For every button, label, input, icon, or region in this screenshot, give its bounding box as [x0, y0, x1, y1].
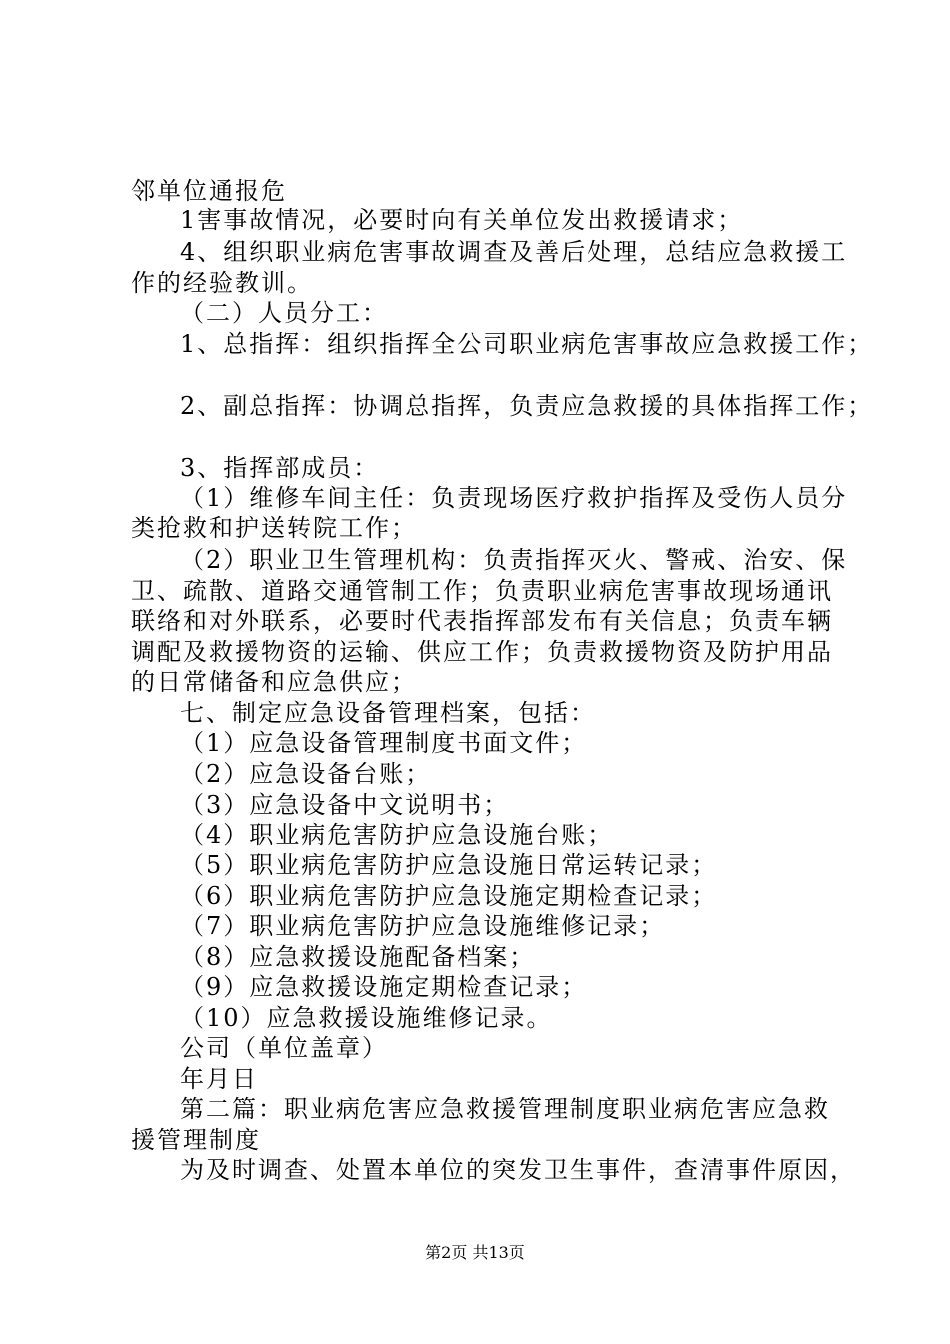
list-item: （6）职业病危害防护应急设施定期检查记录； [180, 882, 718, 910]
text-line: 类抢救和护送转院工作； [131, 514, 417, 542]
text-line: 的日常储备和应急供应； [131, 668, 417, 696]
page-number: 第2页 共13页 [425, 1243, 525, 1262]
text-line: 1害事故情况，必要时向有关单位发出救援请求； [180, 206, 744, 234]
text-line: （2）职业卫生管理机构：负责指挥灭火、警戒、治安、保 [180, 546, 848, 574]
text-line: 2、副总指挥：协调总指挥，负责应急救援的具体指挥工作； [180, 392, 874, 420]
list-item: （3）应急设备中文说明书； [180, 791, 510, 819]
list-item: （1）应急设备管理制度书面文件； [180, 729, 588, 757]
text-line: 年月日 [180, 1065, 258, 1093]
list-item: （9）应急救援设施定期检查记录； [180, 973, 588, 1001]
section-heading: 援管理制度 [131, 1126, 261, 1154]
text-line: 1、总指挥：组织指挥全公司职业病危害事故应急救援工作； [180, 330, 874, 358]
list-item: （5）职业病危害防护应急设施日常运转记录； [180, 851, 718, 879]
list-item: （7）职业病危害防护应急设施维修记录； [180, 912, 666, 940]
text-line: 联络和对外联系，必要时代表指挥部发布有关信息；负责车辆 [131, 607, 833, 635]
text-line: 调配及救援物资的运输、供应工作；负责救援物资及防护用品 [131, 638, 833, 666]
list-item: （8）应急救援设施配备档案； [180, 943, 536, 971]
text-line: 作的经验教训。 [131, 269, 313, 297]
text-line: 3、指挥部成员： [180, 454, 380, 482]
section-heading: 第二篇：职业病危害应急救援管理制度职业病危害应急救 [180, 1095, 830, 1123]
list-item: （4）职业病危害防护应急设施台账； [180, 821, 614, 849]
section-heading: 七、制定应急设备管理档案，包括： [180, 699, 596, 727]
text-line: 为及时调查、处置本单位的突发卫生事件，查清事件原因， [180, 1156, 856, 1184]
text-line: 4、组织职业病危害事故调查及善后处理，总结应急救援工 [180, 238, 848, 266]
text-line: 公司（单位盖章） [180, 1034, 388, 1062]
section-heading: （二）人员分工： [180, 299, 388, 327]
text-line: 卫、疏散、道路交通管制工作；负责职业病危害事故现场通讯 [131, 577, 833, 605]
text-line: （1）维修车间主任：负责现场医疗救护指挥及受伤人员分 [180, 484, 848, 512]
list-item: （2）应急设备台账； [180, 760, 432, 788]
list-item: （10）应急救援设施维修记录。 [180, 1004, 553, 1032]
text-line: 邻单位通报危 [131, 177, 287, 205]
